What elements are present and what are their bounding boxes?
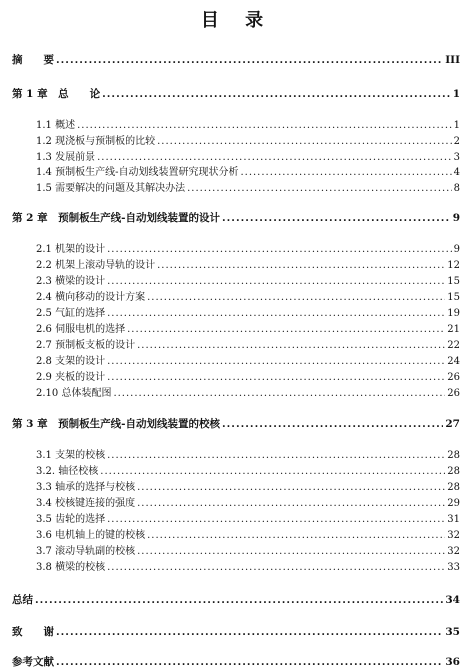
dot-leader — [56, 656, 443, 668]
dot-leader — [56, 54, 443, 66]
toc-entry-2-4[interactable] — [36, 288, 460, 303]
toc-label: 2.3 横梁的设计 — [36, 276, 106, 287]
toc-page-number: 12 — [447, 260, 460, 271]
dot-leader — [107, 244, 452, 255]
toc-entry-references[interactable] — [12, 654, 460, 669]
toc-page-number: 26 — [447, 388, 460, 399]
dot-leader — [137, 482, 445, 493]
toc-page-number: 28 — [447, 466, 460, 477]
toc-label: 1.1 概述 — [36, 120, 76, 131]
toc-page-number: 35 — [445, 626, 460, 638]
toc-entry-summary[interactable] — [12, 592, 460, 607]
toc-entry-3-4[interactable] — [36, 494, 460, 509]
toc-entry-3-6[interactable] — [36, 526, 460, 541]
toc-entry-1-4[interactable] — [36, 163, 460, 178]
toc-page-number: 34 — [445, 594, 460, 606]
toc-entry-3-5[interactable] — [36, 510, 460, 525]
toc-label: 3.2. 轴径校核 — [36, 466, 99, 477]
toc-entry-1-1[interactable] — [36, 116, 460, 131]
toc-label: 总结 — [12, 594, 33, 606]
toc-label: 参考文献 — [12, 656, 54, 668]
toc-label: 2.1 机架的设计 — [36, 244, 106, 255]
toc-label: 第 2 章 预制板生产线-自动划线装置的设计 — [12, 212, 220, 224]
toc-page-number: 19 — [447, 308, 460, 319]
toc-entry-1-2[interactable] — [36, 132, 460, 147]
dot-leader — [137, 546, 445, 557]
toc-page-number: 32 — [447, 530, 460, 541]
dot-leader — [222, 418, 443, 430]
toc-label: 3.4 校核键连接的强度 — [36, 498, 136, 509]
dot-leader — [56, 626, 443, 638]
toc-entry-2-3[interactable] — [36, 272, 460, 287]
dot-leader — [107, 450, 445, 461]
toc-entry-abstract[interactable] — [12, 52, 460, 67]
toc-label: 3.6 电机轴上的键的校核 — [36, 530, 146, 541]
toc-entry-2-7[interactable] — [36, 336, 460, 351]
toc-page-number: 3 — [453, 152, 460, 163]
dot-leader — [102, 88, 451, 100]
toc-entry-2-9[interactable] — [36, 368, 460, 383]
dot-leader — [137, 498, 445, 509]
toc-page-number: 15 — [447, 276, 460, 287]
dot-leader — [222, 212, 451, 224]
dot-leader — [127, 324, 445, 335]
dot-leader — [240, 167, 451, 178]
toc-entry-2-8[interactable] — [36, 352, 460, 367]
toc-page-number: 28 — [447, 482, 460, 493]
toc-entry-chapter-2[interactable] — [12, 210, 460, 225]
toc-label: 2.8 支架的设计 — [36, 356, 106, 367]
page-title: 目 录 — [200, 10, 274, 31]
toc-page-number: 36 — [445, 656, 460, 668]
toc-label: 致 谢 — [12, 626, 54, 638]
dot-leader — [147, 530, 445, 541]
toc-label: 摘 要 — [12, 54, 54, 66]
toc-entry-2-6[interactable] — [36, 320, 460, 335]
dot-leader — [187, 183, 452, 194]
dot-leader — [157, 260, 445, 271]
dot-leader — [100, 466, 445, 477]
dot-leader — [107, 372, 445, 383]
toc-entry-2-2[interactable] — [36, 256, 460, 271]
toc-entry-1-3[interactable] — [36, 148, 460, 163]
toc-entry-1-5[interactable] — [36, 179, 460, 194]
toc-page-number: 1 — [452, 88, 460, 100]
toc-entry-3-7[interactable] — [36, 542, 460, 557]
toc-page-number: 27 — [445, 418, 460, 430]
toc-label: 第 3 章 预制板生产线-自动划线装置的校核 — [12, 418, 220, 430]
toc-label: 3.7 滚动导轨副的校核 — [36, 546, 136, 557]
toc-entry-3-8[interactable] — [36, 558, 460, 573]
toc-page-number: 15 — [447, 292, 460, 303]
toc-page-number: 28 — [447, 450, 460, 461]
toc-entry-2-1[interactable] — [36, 240, 460, 255]
toc-page-number: 9 — [453, 244, 460, 255]
dot-leader — [107, 276, 445, 287]
dot-leader — [107, 514, 445, 525]
toc-page-number: 22 — [447, 340, 460, 351]
toc-page-number: 2 — [453, 136, 460, 147]
toc-label: 2.9 夹板的设计 — [36, 372, 106, 383]
toc-label: 1.4 预制板生产线-自动划线装置研究现状分析 — [36, 167, 239, 178]
dot-leader — [137, 340, 445, 351]
dot-leader — [35, 594, 443, 606]
toc-label: 2.6 伺服电机的选择 — [36, 324, 126, 335]
toc-entry-thanks[interactable] — [12, 624, 460, 639]
toc-entry-3-3[interactable] — [36, 478, 460, 493]
toc-label: 2.5 气缸的选择 — [36, 308, 106, 319]
dot-leader — [147, 292, 445, 303]
toc-label: 1.2 现浇板与预制板的比较 — [36, 136, 156, 147]
toc-page-number: 24 — [447, 356, 460, 367]
toc-page-number: III — [445, 54, 460, 66]
toc-entry-chapter-3[interactable] — [12, 416, 460, 431]
dot-leader — [97, 152, 452, 163]
toc-label: 第 1 章 总 论 — [12, 88, 101, 100]
toc-label: 2.10 总体装配图 — [36, 388, 112, 399]
toc-entry-3-2[interactable] — [36, 462, 460, 477]
toc-label: 3.8 横梁的校核 — [36, 562, 106, 573]
toc-entry-2-5[interactable] — [36, 304, 460, 319]
toc-entry-3-1[interactable] — [36, 446, 460, 461]
toc-label: 3.3 轴承的选择与校核 — [36, 482, 136, 493]
dot-leader — [77, 120, 452, 131]
toc-label: 2.2 机架上滚动导轨的设计 — [36, 260, 156, 271]
toc-page-number: 8 — [453, 183, 460, 194]
dot-leader — [113, 388, 445, 399]
toc-page-number: 26 — [447, 372, 460, 383]
toc-label: 2.4 横向移动的设计方案 — [36, 292, 146, 303]
toc-label: 2.7 预制板支板的设计 — [36, 340, 136, 351]
toc-page-number: 33 — [447, 562, 460, 573]
toc-page-number: 29 — [447, 498, 460, 509]
dot-leader — [107, 356, 445, 367]
toc-label: 3.1 支架的校核 — [36, 450, 106, 461]
toc-page-number: 9 — [452, 212, 460, 224]
toc-label: 1.5 需要解决的问题及其解决办法 — [36, 183, 186, 194]
dot-leader — [107, 308, 445, 319]
toc-entry-chapter-1[interactable] — [12, 86, 460, 101]
toc-page-number: 31 — [447, 514, 460, 525]
toc-label: 1.3 发展前景 — [36, 152, 96, 163]
toc-page-number: 21 — [447, 324, 460, 335]
toc-page-number: 4 — [453, 167, 460, 178]
toc-page-number: 1 — [453, 120, 460, 131]
toc-page-number: 32 — [447, 546, 460, 557]
toc-label: 3.5 齿轮的选择 — [36, 514, 106, 525]
dot-leader — [157, 136, 452, 147]
toc-entry-2-10[interactable] — [36, 384, 460, 399]
dot-leader — [107, 562, 445, 573]
